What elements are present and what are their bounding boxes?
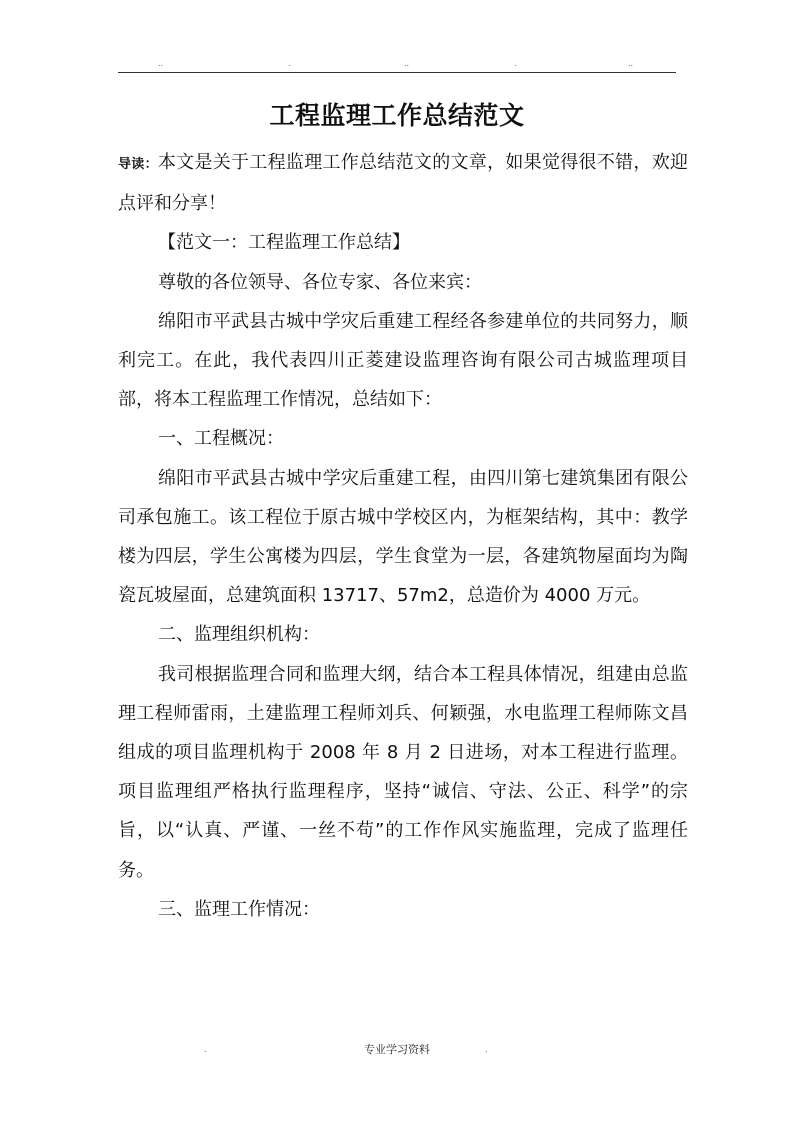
header-dot: .: [514, 59, 517, 68]
body-paragraph: 我司根据监理合同和监理大纲，结合本工程具体情况，组建由总监理工程师雷雨，土建监理工程师刘兵、何颖强，水电监理工程师陈文昌组成的项目监理机构于 2008 年 8 月 2 日进场，对本工程进行监理。项目监理组严格执行监理程序，坚持“诚信、守法、公正、科学”的宗旨，以“认真、严谨、一丝不苟”的工作作风实施监理，完成了监理任务。: [118, 663, 688, 881]
lead-paragraph: [118, 143, 688, 223]
body-paragraph: 绵阳市平武县古城中学灾后重建工程经各参建单位的共同努力，顺利完工。在此，我代表四川正菱建设监理咨询有限公司古城监理项目部，将本工程监理工作情况，总结如下：: [118, 310, 688, 411]
header-rule: [118, 72, 676, 73]
page-title: 工程监理工作总结范文: [269, 101, 525, 130]
header-dot: .: [288, 59, 291, 68]
section-heading: 三、监理工作情况：: [158, 898, 320, 920]
header-dot: ..: [404, 59, 410, 68]
header-dot: ..: [628, 59, 634, 68]
section-heading: 一、工程概况：: [158, 428, 284, 450]
header-dot: ..: [158, 59, 164, 68]
footer-dot: .: [204, 1045, 207, 1054]
salutation: 尊敬的各位领导、各位专家、各位来宾：: [158, 271, 482, 293]
section-heading: 【范文一：工程监理工作总结】: [158, 232, 410, 254]
section-heading: 二、监理组织机构：: [158, 624, 320, 646]
body-paragraph: 绵阳市平武县古城中学灾后重建工程，由四川第七建筑集团有限公司承包施工。该工程位于原古城中学校区内，为框架结构，其中：教学楼为四层，学生公寓楼为四层，学生食堂为一层，各建筑物屋面均为陶瓷瓦坡屋面，总建筑面积 13717、57m2，总造价为 4000 万元。: [118, 467, 688, 607]
lead-label: 导读：: [118, 157, 158, 172]
lead-text: 本文是关于工程监理工作总结范文的文章，如果觉得很不错，欢迎点评和分享！: [118, 152, 688, 215]
document-body: [118, 143, 688, 929]
footer-text: 专业学习资料: [364, 1043, 430, 1056]
footer-dot: .: [485, 1045, 488, 1054]
header-dots: [118, 60, 676, 70]
